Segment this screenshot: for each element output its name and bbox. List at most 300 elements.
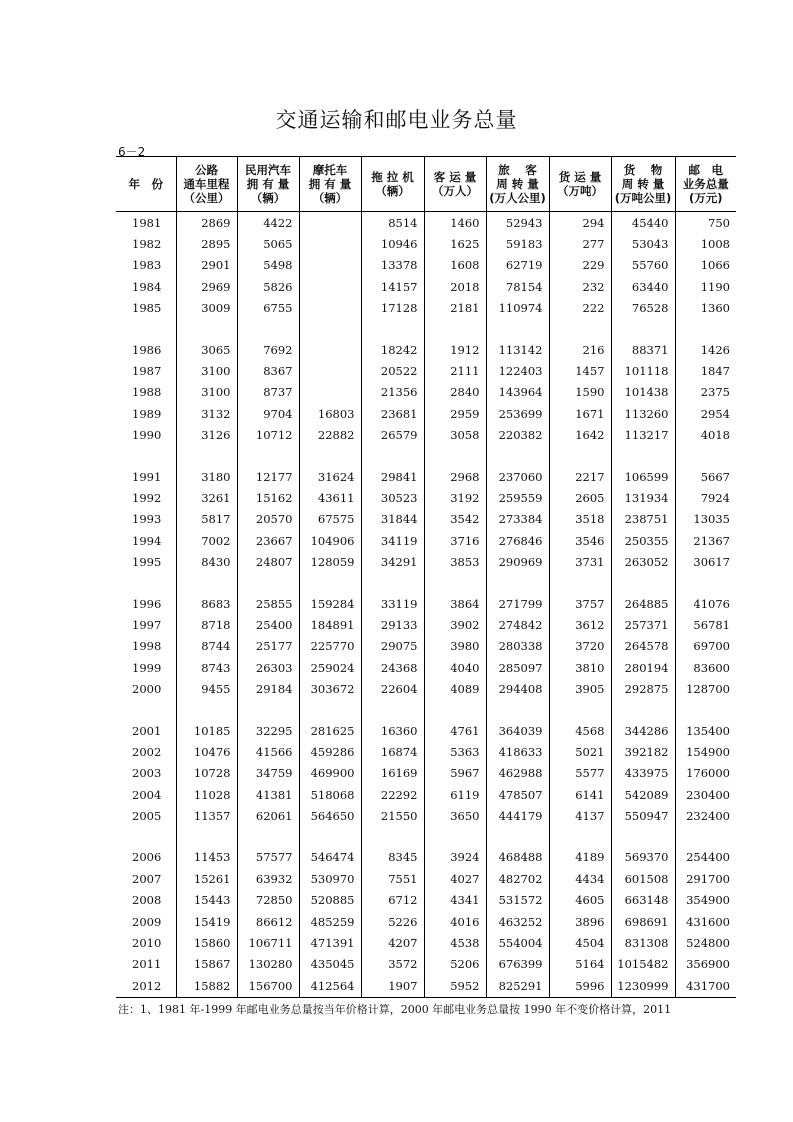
spacer-cell xyxy=(611,446,675,466)
year-cell: 1999 xyxy=(132,660,162,675)
table-cell: 34759 xyxy=(237,763,299,784)
table-cell: 280338 xyxy=(486,636,549,657)
table-cell: 88371 xyxy=(611,339,675,360)
table-cell: 3720 xyxy=(549,636,611,657)
table-cell: 56781 xyxy=(675,614,736,635)
table-cell: 5021 xyxy=(549,741,611,762)
table-cell: 32295 xyxy=(237,720,299,741)
table-row xyxy=(116,741,736,762)
table-row xyxy=(116,530,736,551)
table-cell: 364039 xyxy=(486,720,549,741)
table-cell: 4016 xyxy=(424,911,486,932)
table-cell: 225770 xyxy=(299,636,361,657)
table-cell: 4089 xyxy=(424,678,486,699)
table-cell: 468488 xyxy=(486,847,549,868)
table-cell: 1008 xyxy=(675,233,736,254)
spacer-cell xyxy=(486,827,549,847)
table-cell: 20570 xyxy=(237,509,299,530)
table-cell: 3757 xyxy=(549,593,611,614)
table-cell: 16360 xyxy=(361,720,424,741)
table-cell: 29133 xyxy=(361,614,424,635)
table-cell: 2181 xyxy=(424,298,486,319)
table-cell: 290969 xyxy=(486,551,549,572)
table-cell: 78154 xyxy=(486,276,549,297)
table-cell: 4434 xyxy=(549,868,611,889)
column-header-9 xyxy=(675,157,736,212)
table-cell: 63932 xyxy=(237,868,299,889)
table-row xyxy=(116,657,736,678)
table-row xyxy=(116,403,736,424)
table-cell: 21356 xyxy=(361,382,424,403)
table-cell: 24368 xyxy=(361,657,424,678)
spacer-cell xyxy=(116,573,176,593)
spacer-cell xyxy=(549,827,611,847)
table-cell: 7924 xyxy=(675,487,736,508)
table-cell: 5577 xyxy=(549,763,611,784)
year-cell: 1991 xyxy=(132,469,162,484)
table-cell: 8514 xyxy=(361,212,424,234)
year-cell: 2009 xyxy=(132,914,162,929)
column-header-line: （万吨） xyxy=(557,184,603,198)
table-cell: 3192 xyxy=(424,487,486,508)
table-row xyxy=(116,593,736,614)
column-header-line: （公里） xyxy=(183,191,230,205)
table-cell: 21550 xyxy=(361,805,424,826)
year-cell: 1987 xyxy=(132,364,162,379)
year-cell: 2002 xyxy=(132,744,162,759)
table-cell: 750 xyxy=(675,212,736,234)
table-cell: 159284 xyxy=(299,593,361,614)
table-row xyxy=(116,551,736,572)
table-cell: 825291 xyxy=(486,975,549,997)
spacer-cell xyxy=(116,319,176,339)
spacer-cell xyxy=(549,573,611,593)
table-row xyxy=(116,233,736,254)
table-row xyxy=(116,720,736,741)
table-cell: 6712 xyxy=(361,890,424,911)
table-cell: 113217 xyxy=(611,425,675,446)
table-cell: 3902 xyxy=(424,614,486,635)
column-header-line: 周 转 量 xyxy=(621,177,665,191)
table-cell: 1066 xyxy=(675,255,736,276)
table-cell: 4137 xyxy=(549,805,611,826)
table-cell: 698691 xyxy=(611,911,675,932)
year-cell: 2006 xyxy=(132,850,162,865)
table-cell: 431700 xyxy=(675,975,736,997)
table-cell: 431600 xyxy=(675,911,736,932)
table-row xyxy=(116,954,736,975)
year-cell: 1995 xyxy=(132,555,162,570)
table-cell: 11028 xyxy=(176,784,237,805)
spacer-cell xyxy=(424,573,486,593)
table-cell: 531572 xyxy=(486,890,549,911)
table-cell: 15162 xyxy=(237,487,299,508)
table-cell: 264578 xyxy=(611,636,675,657)
table-cell: 76528 xyxy=(611,298,675,319)
page-title: 交通运输和邮电业务总量 xyxy=(275,108,518,132)
table-cell: 4605 xyxy=(549,890,611,911)
table-cell: 101118 xyxy=(611,360,675,381)
table-cell: 29184 xyxy=(237,678,299,699)
column-header-line: 公路 xyxy=(195,163,218,177)
table-cell: 7551 xyxy=(361,868,424,889)
column-header-1 xyxy=(176,157,237,212)
table-cell: 1912 xyxy=(424,339,486,360)
year-cell: 2010 xyxy=(132,936,162,951)
column-header-7 xyxy=(549,157,611,212)
table-cell: 663148 xyxy=(611,890,675,911)
table-cell: 6755 xyxy=(237,298,299,319)
table-cell: 10946 xyxy=(361,233,424,254)
table-cell: 2968 xyxy=(424,466,486,487)
table-cell: 3924 xyxy=(424,847,486,868)
table-row xyxy=(116,975,736,997)
year-cell: 2008 xyxy=(132,893,162,908)
table-cell: 10712 xyxy=(237,425,299,446)
table-cell: 2018 xyxy=(424,276,486,297)
spacer-cell xyxy=(675,446,736,466)
spacer-cell xyxy=(486,446,549,466)
table-cell: 462988 xyxy=(486,763,549,784)
table-row xyxy=(116,805,736,826)
column-header-line: （辆） xyxy=(250,191,286,205)
table-cell: 229 xyxy=(549,255,611,276)
table-cell: 14157 xyxy=(361,276,424,297)
table-row xyxy=(116,276,736,297)
table-cell: 3180 xyxy=(176,466,237,487)
table-cell: 16169 xyxy=(361,763,424,784)
table-row xyxy=(116,678,736,699)
table-cell: 22882 xyxy=(299,425,361,446)
spacer-cell xyxy=(176,573,237,593)
table-cell: 21367 xyxy=(675,530,736,551)
year-cell: 2003 xyxy=(132,766,162,781)
table-cell: 2217 xyxy=(549,466,611,487)
table-cell: 10728 xyxy=(176,763,237,784)
column-header-line: 民用汽车 xyxy=(245,163,291,177)
table-cell: 10185 xyxy=(176,720,237,741)
table-cell xyxy=(299,298,361,319)
spacer-cell xyxy=(611,319,675,339)
table-cell: 291700 xyxy=(675,868,736,889)
column-header-8 xyxy=(611,157,675,212)
table-cell: 3546 xyxy=(549,530,611,551)
table-cell: 273384 xyxy=(486,509,549,530)
table-cell: 34119 xyxy=(361,530,424,551)
table-cell: 216 xyxy=(549,339,611,360)
column-header-2 xyxy=(237,157,299,212)
table-cell xyxy=(299,276,361,297)
table-cell: 5164 xyxy=(549,954,611,975)
table-cell: 26579 xyxy=(361,425,424,446)
spacer-cell xyxy=(361,319,424,339)
table-cell: 4207 xyxy=(361,932,424,953)
table-cell: 3896 xyxy=(549,911,611,932)
year-cell: 1993 xyxy=(132,512,162,527)
table-cell: 5996 xyxy=(549,975,611,997)
table-cell: 43611 xyxy=(299,487,361,508)
table-cell: 3612 xyxy=(549,614,611,635)
spacer-cell xyxy=(237,827,299,847)
table-cell: 344286 xyxy=(611,720,675,741)
table-cell: 106599 xyxy=(611,466,675,487)
table-cell: 237060 xyxy=(486,466,549,487)
table-cell: 4538 xyxy=(424,932,486,953)
table-cell: 5826 xyxy=(237,276,299,297)
table-row xyxy=(116,763,736,784)
table-cell: 3542 xyxy=(424,509,486,530)
table-cell: 5667 xyxy=(675,466,736,487)
column-header-line: (万人公里) xyxy=(489,191,546,205)
table-cell: 5498 xyxy=(237,255,299,276)
table-cell: 601508 xyxy=(611,868,675,889)
footnote: 注：1、1981 年-1999 年邮电业务总量按当年价格计算，2000 年邮电业务总量按 1990 年不变价格计算，2011 xyxy=(118,1003,672,1016)
table-cell: 15867 xyxy=(176,954,237,975)
table-cell: 542089 xyxy=(611,784,675,805)
year-cell: 1985 xyxy=(132,301,162,316)
spacer-cell xyxy=(361,700,424,720)
year-cell: 1986 xyxy=(132,342,162,357)
table-row xyxy=(116,298,736,319)
table-cell: 31844 xyxy=(361,509,424,530)
spacer-row xyxy=(116,573,736,593)
spacer-cell xyxy=(424,700,486,720)
table-cell: 25855 xyxy=(237,593,299,614)
spacer-cell xyxy=(237,700,299,720)
table-cell: 156700 xyxy=(237,975,299,997)
table-cell: 3518 xyxy=(549,509,611,530)
table-cell: 3126 xyxy=(176,425,237,446)
table-cell: 4018 xyxy=(675,425,736,446)
spacer-row xyxy=(116,827,736,847)
table-cell: 444179 xyxy=(486,805,549,826)
table-cell: 5817 xyxy=(176,509,237,530)
year-cell: 2001 xyxy=(132,723,162,738)
table-cell: 1642 xyxy=(549,425,611,446)
column-header-line: 邮 电 xyxy=(688,163,723,177)
spacer-row xyxy=(116,700,736,720)
year-cell: 1984 xyxy=(132,279,162,294)
table-cell: 412564 xyxy=(299,975,361,997)
table-cell: 1190 xyxy=(675,276,736,297)
table-cell: 564650 xyxy=(299,805,361,826)
table-cell: 469900 xyxy=(299,763,361,784)
year-cell: 1992 xyxy=(132,490,162,505)
table-cell: 303672 xyxy=(299,678,361,699)
table-cell: 69700 xyxy=(675,636,736,657)
spacer-cell xyxy=(675,700,736,720)
table-cell: 8743 xyxy=(176,657,237,678)
spacer-cell xyxy=(299,573,361,593)
table-cell: 4504 xyxy=(549,932,611,953)
table-cell: 11453 xyxy=(176,847,237,868)
table-cell: 131934 xyxy=(611,487,675,508)
spacer-cell xyxy=(299,700,361,720)
table-cell: 259024 xyxy=(299,657,361,678)
table-cell: 285097 xyxy=(486,657,549,678)
spacer-cell xyxy=(675,319,736,339)
spacer-cell xyxy=(424,827,486,847)
table-cell: 1590 xyxy=(549,382,611,403)
table-cell: 59183 xyxy=(486,233,549,254)
table-row xyxy=(116,868,736,889)
table-cell: 546474 xyxy=(299,847,361,868)
table-cell: 1230999 xyxy=(611,975,675,997)
table-row xyxy=(116,487,736,508)
table-cell: 1847 xyxy=(675,360,736,381)
table-cell: 831308 xyxy=(611,932,675,953)
table-cell: 294 xyxy=(549,212,611,234)
table-row xyxy=(116,509,736,530)
table-cell: 16803 xyxy=(299,403,361,424)
column-header-line: 年 份 xyxy=(128,177,163,191)
table-cell: 1015482 xyxy=(611,954,675,975)
table-cell: 274842 xyxy=(486,614,549,635)
table-cell: 471391 xyxy=(299,932,361,953)
column-header-line: 货 运 量 xyxy=(558,170,602,184)
spacer-cell xyxy=(116,700,176,720)
table-cell: 2969 xyxy=(176,276,237,297)
table-cell: 232400 xyxy=(675,805,736,826)
table-cell: 3065 xyxy=(176,339,237,360)
spacer-cell xyxy=(549,446,611,466)
table-cell: 277 xyxy=(549,233,611,254)
table-cell: 113260 xyxy=(611,403,675,424)
table-cell: 135400 xyxy=(675,720,736,741)
table-cell: 13378 xyxy=(361,255,424,276)
table-cell: 41566 xyxy=(237,741,299,762)
column-header-line: 摩托车 xyxy=(312,163,348,177)
table-cell xyxy=(299,233,361,254)
table-row xyxy=(116,255,736,276)
column-header-line: 旅 客 xyxy=(498,163,537,177)
table-cell: 2840 xyxy=(424,382,486,403)
table-cell: 13035 xyxy=(675,509,736,530)
table-cell: 3132 xyxy=(176,403,237,424)
table-cell: 250355 xyxy=(611,530,675,551)
table-cell xyxy=(299,360,361,381)
table-cell: 15261 xyxy=(176,868,237,889)
table-cell: 259559 xyxy=(486,487,549,508)
table-cell: 520885 xyxy=(299,890,361,911)
table-cell: 143964 xyxy=(486,382,549,403)
column-header-line: 周 转 量 xyxy=(496,177,539,191)
year-cell: 2011 xyxy=(132,957,162,972)
year-cell: 1994 xyxy=(132,533,162,548)
table-cell: 29075 xyxy=(361,636,424,657)
table-cell: 418633 xyxy=(486,741,549,762)
table-cell: 128700 xyxy=(675,678,736,699)
year-cell: 1990 xyxy=(132,428,162,443)
spacer-cell xyxy=(424,446,486,466)
spacer-cell xyxy=(176,446,237,466)
year-cell: 2012 xyxy=(116,975,176,997)
table-row xyxy=(116,614,736,635)
table-cell: 101438 xyxy=(611,382,675,403)
column-header-4 xyxy=(361,157,424,212)
table-row xyxy=(116,360,736,381)
column-header-line: 通车里程 xyxy=(183,177,230,191)
table-cell: 459286 xyxy=(299,741,361,762)
table-cell: 10476 xyxy=(176,741,237,762)
spacer-cell xyxy=(675,573,736,593)
column-header-line: 业务总量 xyxy=(682,177,729,191)
table-cell: 8737 xyxy=(237,382,299,403)
table-cell: 3650 xyxy=(424,805,486,826)
table-cell xyxy=(299,255,361,276)
column-header-line: 拖 拉 机 xyxy=(371,170,414,184)
column-header-0 xyxy=(116,157,176,212)
table-cell: 392182 xyxy=(611,741,675,762)
statistics-table xyxy=(116,156,736,998)
table-cell: 3261 xyxy=(176,487,237,508)
table-row xyxy=(116,847,736,868)
year-cell: 2007 xyxy=(132,871,162,886)
table-cell: 62061 xyxy=(237,805,299,826)
spacer-cell xyxy=(237,319,299,339)
year-cell: 1982 xyxy=(132,237,162,252)
table-cell: 7002 xyxy=(176,530,237,551)
table-cell: 2605 xyxy=(549,487,611,508)
table-cell: 122403 xyxy=(486,360,549,381)
table-cell: 238751 xyxy=(611,509,675,530)
table-cell: 15860 xyxy=(176,932,237,953)
table-cell: 83600 xyxy=(675,657,736,678)
table-cell: 280194 xyxy=(611,657,675,678)
table-cell: 2375 xyxy=(675,382,736,403)
table-cell xyxy=(299,339,361,360)
table-cell: 18242 xyxy=(361,339,424,360)
table-cell: 11357 xyxy=(176,805,237,826)
spacer-cell xyxy=(486,573,549,593)
table-row xyxy=(116,890,736,911)
table-cell: 518068 xyxy=(299,784,361,805)
column-header-5 xyxy=(424,157,486,212)
table-cell: 482702 xyxy=(486,868,549,889)
table-cell: 4040 xyxy=(424,657,486,678)
table-cell: 435045 xyxy=(299,954,361,975)
table-cell: 25177 xyxy=(237,636,299,657)
table-cell: 4341 xyxy=(424,890,486,911)
table-row xyxy=(116,382,736,403)
table-cell: 3716 xyxy=(424,530,486,551)
table-cell: 6119 xyxy=(424,784,486,805)
spacer-cell xyxy=(176,700,237,720)
column-header-6 xyxy=(486,157,549,212)
table-cell: 485259 xyxy=(299,911,361,932)
spacer-cell xyxy=(611,827,675,847)
column-header-3 xyxy=(299,157,361,212)
table-cell: 3810 xyxy=(549,657,611,678)
table-cell: 6141 xyxy=(549,784,611,805)
table-cell: 9455 xyxy=(176,678,237,699)
column-header-line: (万元) xyxy=(688,191,723,205)
table-cell: 15882 xyxy=(176,975,237,997)
table-cell: 8430 xyxy=(176,551,237,572)
spacer-row xyxy=(116,446,736,466)
column-header-line: （辆） xyxy=(375,184,410,198)
table-cell: 230400 xyxy=(675,784,736,805)
spacer-cell xyxy=(361,573,424,593)
table-cell: 253699 xyxy=(486,403,549,424)
table-cell: 271799 xyxy=(486,593,549,614)
table-cell: 1460 xyxy=(424,212,486,234)
table-row xyxy=(116,212,736,234)
table-cell: 7692 xyxy=(237,339,299,360)
table-cell: 8718 xyxy=(176,614,237,635)
year-cell: 1998 xyxy=(132,639,162,654)
table-cell: 257371 xyxy=(611,614,675,635)
